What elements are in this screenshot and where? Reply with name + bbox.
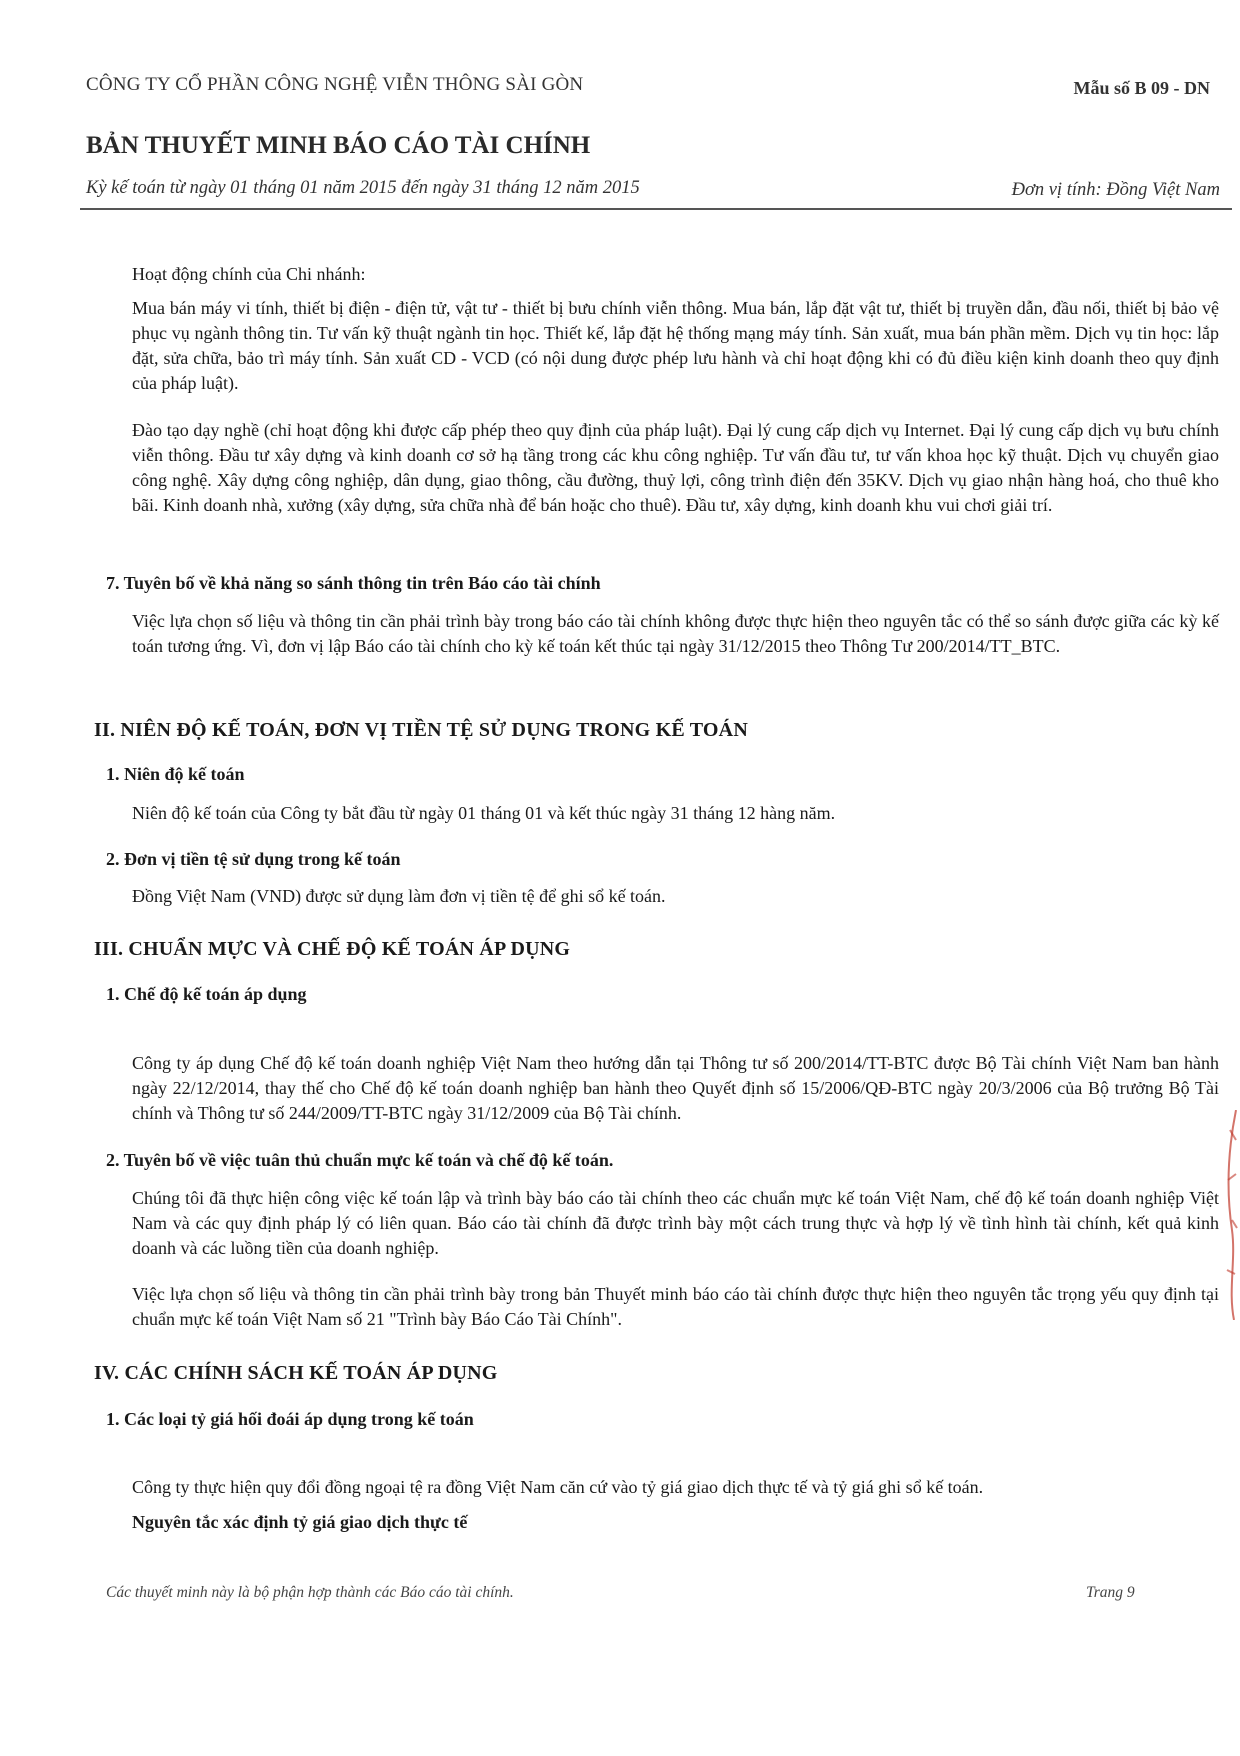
paragraph-7: Việc lựa chọn số liệu và thông tin cần phải trình bày trong báo cáo tài chính không được thực hiện theo nguyên tắc có thể so sánh được giữa các kỳ kế toán tương ứng. Vì, đơn vị lập Báo cáo tài chính cho kỳ kế toán kết thúc tại ngày 31/12/2015 theo Thông Tư 200/2014/TT_BTC. (132, 611, 1219, 656)
form-number: Mẫu số B 09 - DN (1073, 78, 1210, 98)
document-title: BẢN THUYẾT MINH BÁO CÁO TÀI CHÍNH (86, 132, 591, 159)
footer-note: Các thuyết minh này là bộ phận hợp thành các Báo cáo tài chính. (106, 1584, 514, 1601)
header-divider (80, 208, 1232, 210)
company-name: CÔNG TY CỔ PHẦN CÔNG NGHỆ VIỄN THÔNG SÀI GÒN (86, 74, 584, 95)
heading-IV-1: 1. Các loại tỷ giá hối đoái áp dụng trong kế toán (106, 1409, 474, 1429)
heading-7: 7. Tuyên bố về khả năng so sánh thông tin trên Báo cáo tài chính (106, 573, 601, 593)
heading-IV-1a: Nguyên tắc xác định tỷ giá giao dịch thực tế (132, 1512, 468, 1532)
paragraph-III-2a: Chúng tôi đã thực hiện công việc kế toán lập và trình bày báo cáo tài chính theo các chuẩn mực kế toán Việt Nam, chế độ kế toán doanh nghiệp Việt Nam và các quy định pháp lý có liên quan. Báo cáo tài chính đã được trình bày một cách trung thực và hợp lý về tình hình tài chính, kết quả kinh doanh và các luồng tiền của doanh nghiệp. (132, 1188, 1219, 1258)
currency-unit: Đơn vị tính: Đồng Việt Nam (1011, 180, 1220, 200)
heading-II-1: 1. Niên độ kế toán (106, 764, 245, 784)
section-IV-heading: IV. CÁC CHÍNH SÁCH KẾ TOÁN ÁP DỤNG (94, 1362, 498, 1384)
heading-III-1: 1. Chế độ kế toán áp dụng (106, 984, 307, 1004)
activity-paragraph-1: Mua bán máy vi tính, thiết bị điện - điện tử, vật tư - thiết bị bưu chính viễn thông. Mua bán, lắp đặt vật tư, thiết bị truyền dẫn, đầu nối, thiết bị bảo vệ phục vụ ngành thông tin. Tư vấn kỹ thuật ngành tin học. Thiết kế, lắp đặt hệ thống mạng máy tính. Sản xuất, mua bán phần mềm. Dịch vụ tin học: lắp đặt, sửa chữa, bảo trì máy tính. Sản xuất CD - VCD (có nội dung được phép lưu hành và chỉ hoạt động khi có đủ điều kiện kinh doanh theo quy định của pháp luật). (132, 298, 1219, 393)
page-number: Trang 9 (1086, 1584, 1135, 1601)
section-II-heading: II. NIÊN ĐỘ KẾ TOÁN, ĐƠN VỊ TIỀN TỆ SỬ DỤNG TRONG KẾ TOÁN (94, 719, 748, 741)
paragraph-II-1: Niên độ kế toán của Công ty bắt đầu từ ngày 01 tháng 01 và kết thúc ngày 31 tháng 12 hàng năm. (132, 803, 836, 823)
heading-II-2: 2. Đơn vị tiền tệ sử dụng trong kế toán (106, 849, 401, 869)
activity-intro: Hoạt động chính của Chi nhánh: (132, 264, 366, 284)
section-III-heading: III. CHUẨN MỰC VÀ CHẾ ĐỘ KẾ TOÁN ÁP DỤNG (94, 938, 571, 960)
accounting-period: Kỳ kế toán từ ngày 01 tháng 01 năm 2015 đến ngày 31 tháng 12 năm 2015 (86, 178, 640, 198)
paragraph-III-2b: Việc lựa chọn số liệu và thông tin cần phải trình bày trong bản Thuyết minh báo cáo tài chính được thực hiện theo nguyên tắc trọng yếu quy định tại chuẩn mực kế toán Việt Nam số 21 "Trình bày Báo Cáo Tài Chính". (132, 1284, 1219, 1329)
red-seal-edge (1218, 1110, 1240, 1320)
activity-paragraph-2: Đào tạo dạy nghề (chỉ hoạt động khi được cấp phép theo quy định của pháp luật). Đại lý cung cấp dịch vụ Internet. Đại lý cung cấp dịch vụ bưu chính viễn thông. Đầu tư xây dựng và kinh doanh cơ sở hạ tầng trong các khu công nghiệp. Tư vấn đầu tư, tư vấn khoa học kỹ thuật. Dịch vụ chuyển giao công nghệ. Xây dựng công nghiệp, dân dụng, giao thông, cầu đường, thuỷ lợi, công trình điện đến 35KV. Dịch vụ giao nhận hàng hoá, cho thuê kho bãi. Kinh doanh nhà, xưởng (xây dựng, sửa chữa nhà để bán hoặc cho thuê). Đầu tư, xây dựng, kinh doanh khu vui chơi giải trí. (132, 420, 1219, 515)
paragraph-IV-1: Công ty thực hiện quy đổi đồng ngoại tệ ra đồng Việt Nam căn cứ vào tỷ giá giao dịch thực tế và tỷ giá ghi sổ kế toán. (132, 1477, 984, 1497)
heading-III-2: 2. Tuyên bố về việc tuân thủ chuẩn mực kế toán và chế độ kế toán. (106, 1150, 614, 1170)
paragraph-II-2: Đồng Việt Nam (VND) được sử dụng làm đơn vị tiền tệ để ghi sổ kế toán. (132, 886, 666, 906)
paragraph-III-1: Công ty áp dụng Chế độ kế toán doanh nghiệp Việt Nam theo hướng dẫn tại Thông tư số 200/2014/TT-BTC được Bộ Tài chính Việt Nam ban hành ngày 22/12/2014, thay thế cho Chế độ kế toán doanh nghiệp ban hành theo Quyết định số 15/2006/QĐ-BTC ngày 20/3/2006 của Bộ trưởng Bộ Tài chính và Thông tư số 244/2009/TT-BTC ngày 31/12/2009 của Bộ Tài chính. (132, 1053, 1219, 1123)
